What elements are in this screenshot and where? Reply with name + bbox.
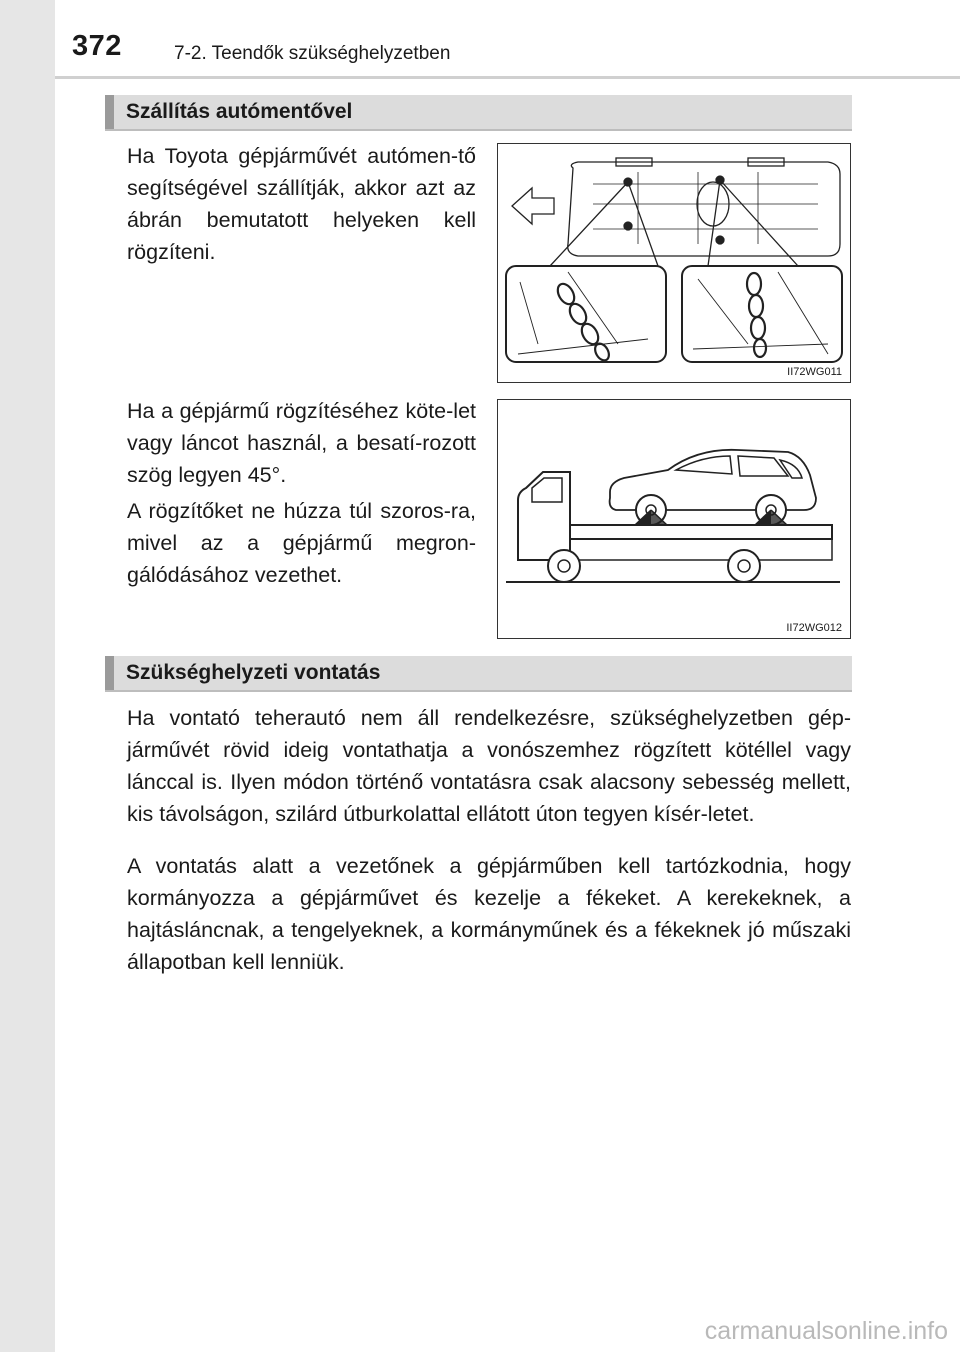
section-accent [105,95,114,129]
section1-paragraph-1: Ha Toyota gépjárművét autómen-tő segítségével szállítják, akkor azt az ábrán bemutatott helyeken kell rögzíteni. [127,144,476,264]
section-accent [105,656,114,690]
figure-code: II72WG011 [787,366,842,378]
section1-paragraph-2: Ha a gépjármű rögzítéséhez köte-let vagy láncot használ, a besatí-rozott szög legyen 45°. [127,399,476,487]
tie-down-illustration [498,144,849,381]
section1-paragraph-3: A rögzítőket ne húzza túl szoros-ra, mivel az a gépjármű megron-gálódásához vezethet. [127,499,476,587]
page-margin-sidebar [0,0,55,1352]
figure-code: II72WG012 [786,622,842,634]
section2-paragraph-1: Ha vontató teherautó nem áll rendelkezésre, szükséghelyzetben gép-járművét rövid ideig vontathatja a vonószemhez rögzített kötéllel vagy lánccal is. Ilyen módon történő vontatásra csak alacsony sebesség mellett, kis távolságon, szilárd útburkolattal ellátott úton tegyen kísér-letet. [127,706,851,826]
figure-tie-down-points [497,143,851,383]
section-heading-towing-truck [105,95,852,131]
section-title: Szállítás autómentővel [126,100,353,123]
section2-paragraph-2: A vontatás alatt a vezetőnek a gépjárműben kell tartózkodnia, hogy kormányozza a gépjárművet és kezelje a fékeket. A kerekeknek, a hajtásláncnak, a tengelyeknek, a kormányműnek és a fékeknek jó műszaki állapotban kell lenniük. [127,854,851,974]
chapter-title: 7-2. Teendők szükséghelyzetben [174,43,451,64]
figure-car-on-truck [497,399,851,639]
page-number: 372 [72,30,122,62]
header-divider [55,76,960,79]
watermark: carmanualsonline.info [704,1317,948,1345]
flatbed-truck-illustration [498,400,849,637]
chain-right [747,273,766,357]
section-title: Szükséghelyzeti vontatás [126,661,381,684]
section-heading-emergency-towing [105,656,852,692]
